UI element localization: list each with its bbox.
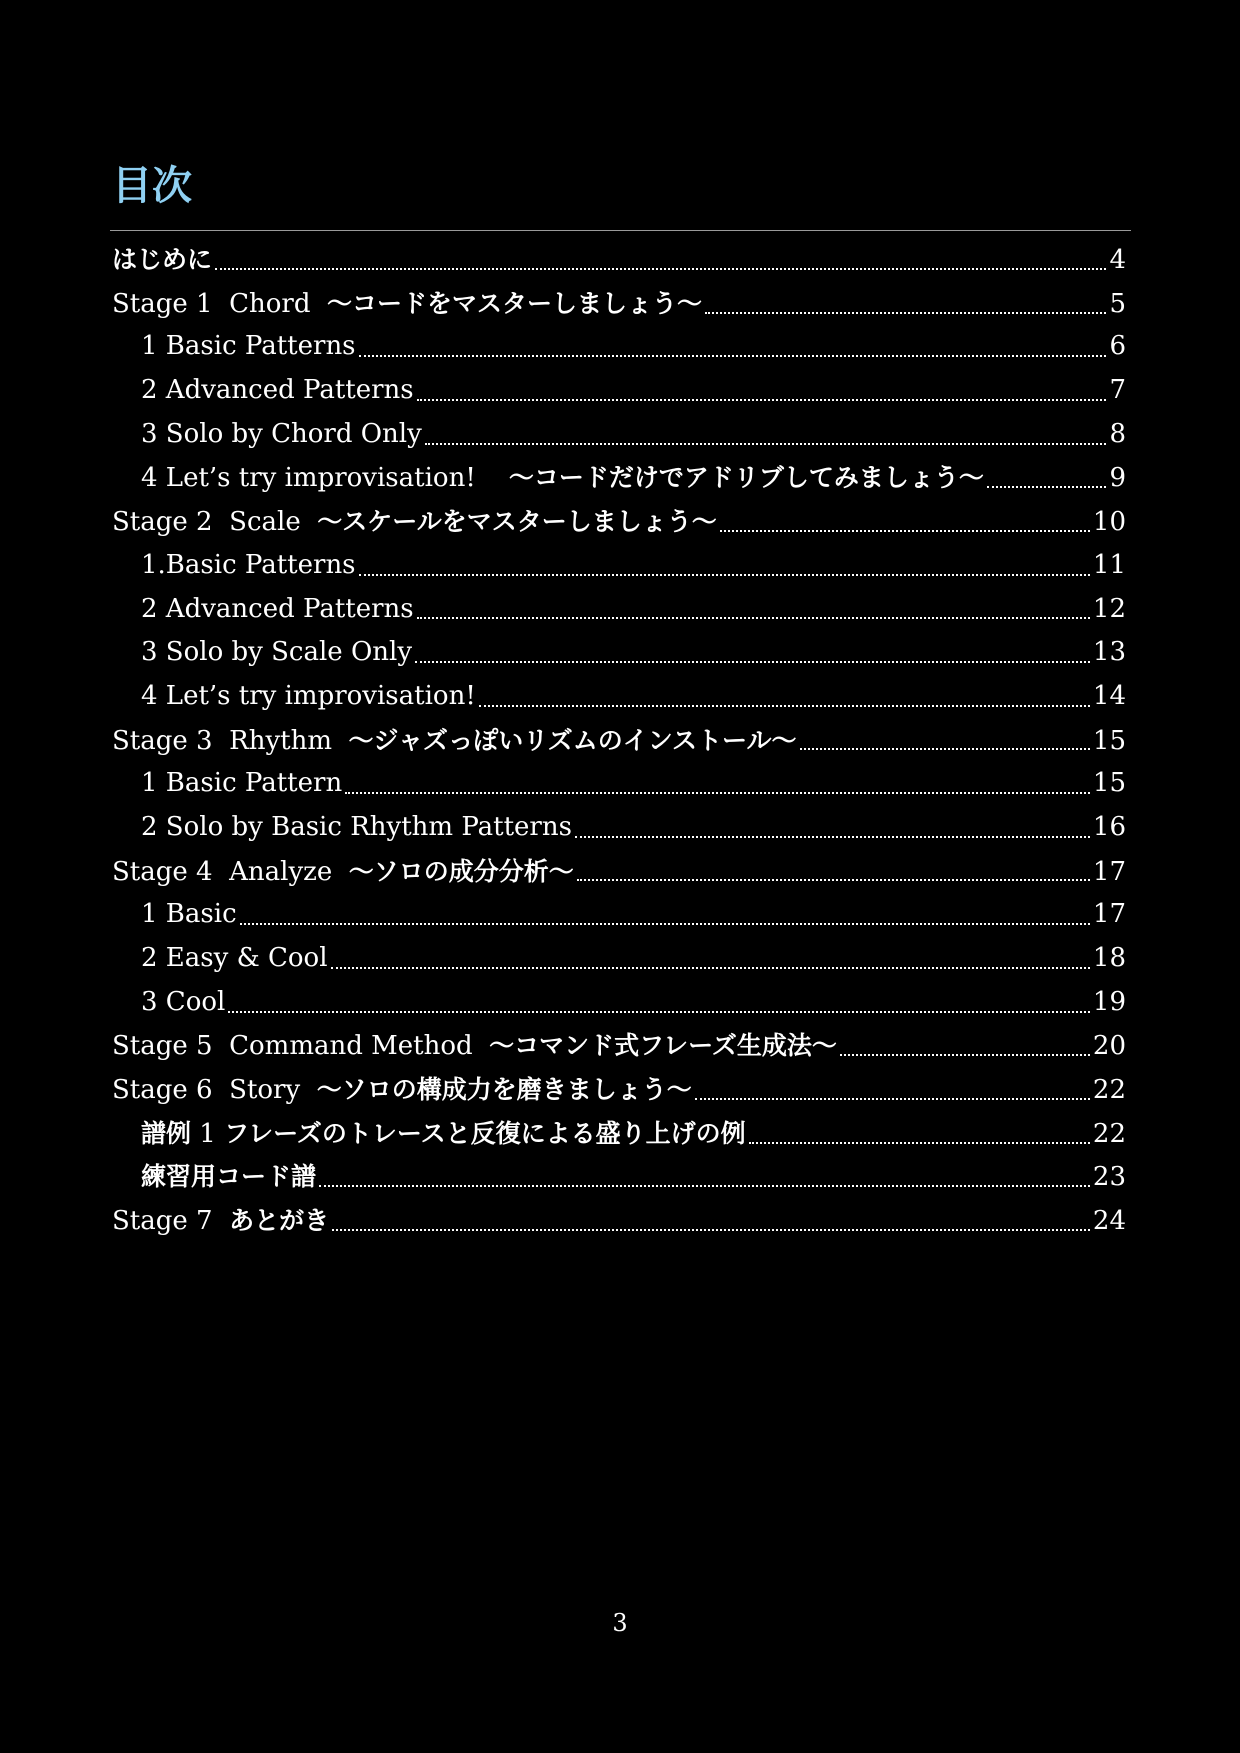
toc-entry-label-en: 2 Advanced Patterns	[141, 593, 414, 624]
dot-leader	[345, 792, 1090, 794]
dot-leader	[240, 923, 1090, 925]
toc-entry-label	[141, 588, 414, 632]
toc-entry-label-en: Stage 6 Story	[112, 1075, 317, 1106]
toc-entry-label-jp: ～ジャズっぽいリズムのインストール～	[348, 725, 797, 755]
toc-entry-label-en: 1 Basic Pattern	[141, 768, 343, 799]
dot-leader	[705, 312, 1106, 314]
dot-leader	[417, 617, 1090, 619]
toc-entry-page-number: 13	[1092, 637, 1126, 668]
toc-entry-label	[112, 1068, 692, 1113]
dot-leader	[695, 1098, 1090, 1100]
toc-entry-label-en: 2 Solo by Basic Rhythm Patterns	[141, 811, 572, 842]
dot-leader	[228, 1011, 1090, 1013]
toc-stage-entry[interactable]	[112, 850, 1126, 894]
toc-entry-label-jp: ～ソロの構成力を磨きましょう～	[316, 1075, 692, 1105]
toc-entry-label	[141, 369, 414, 413]
toc-stage-entry[interactable]	[112, 1199, 1126, 1243]
toc-entry-label-jp: ～ソロの成分分析～	[348, 856, 574, 886]
toc-entry-label	[141, 631, 412, 675]
toc-entry-label-en: 1 Basic	[141, 899, 237, 930]
toc-entry-label-jp: 譜例	[141, 1118, 192, 1148]
toc-entry-label-jp: あとがき	[229, 1206, 330, 1236]
toc-entry-label	[141, 981, 225, 1025]
toc-subsection-entry[interactable]	[112, 413, 1126, 457]
toc-subsection-entry[interactable]	[112, 369, 1126, 413]
toc-subsection-entry[interactable]	[112, 588, 1126, 632]
toc-entry-label-en: 4 Let’s try improvisation!	[141, 680, 476, 711]
toc-entry-page-number: 22	[1092, 1118, 1126, 1149]
toc-entry-page-number: 5	[1109, 288, 1126, 319]
toc-entry-label-en: 3 Cool	[141, 986, 226, 1017]
toc-stage-entry[interactable]	[112, 282, 1126, 326]
toc-entry-label	[112, 719, 797, 764]
toc-entry-label	[141, 806, 572, 850]
dot-leader	[575, 836, 1090, 838]
toc-entry-page-number: 14	[1092, 680, 1126, 711]
toc-entry-label-en: 1	[191, 1118, 225, 1149]
toc-entry-label	[112, 500, 717, 545]
toc-entry-label	[141, 1112, 746, 1157]
dot-leader	[425, 443, 1107, 445]
toc-entry-page-number: 10	[1092, 507, 1126, 538]
dot-leader	[359, 574, 1090, 576]
toc-entry-label-jp: ～スケールをマスターしましょう～	[317, 507, 717, 537]
toc-entry-page-number: 22	[1092, 1075, 1126, 1106]
toc-stage-entry[interactable]	[112, 500, 1126, 544]
toc-entry-label	[141, 413, 422, 457]
toc-entry-label-en: 1.Basic Patterns	[141, 549, 356, 580]
toc-entry-page-number: 15	[1092, 768, 1126, 799]
toc-entry-label	[141, 762, 342, 806]
toc-subsection-entry[interactable]	[112, 325, 1126, 369]
toc-entry-page-number: 7	[1109, 375, 1126, 406]
toc-entry-page-number: 18	[1092, 943, 1126, 973]
toc-entry-label	[141, 1155, 316, 1200]
toc-entry-label	[141, 937, 328, 981]
toc-entry-page-number: 6	[1109, 331, 1126, 362]
toc-entry-label	[112, 238, 212, 283]
toc-entry-label-en: Stage 4 Analyze	[112, 856, 349, 887]
dot-leader	[332, 1229, 1090, 1231]
toc-subsection-entry[interactable]	[112, 893, 1126, 937]
dot-leader	[840, 1054, 1090, 1056]
dot-leader	[359, 355, 1107, 357]
table-of-contents	[112, 238, 1126, 1243]
toc-entry-label-en: 2 Easy & Cool	[141, 943, 328, 973]
toc-entry-label	[112, 282, 702, 327]
toc-entry-label-jp: ～コードをマスターしましょう～	[327, 288, 703, 318]
toc-title: 目次	[112, 163, 192, 209]
dot-leader	[417, 399, 1107, 401]
toc-subsection-entry[interactable]	[112, 806, 1126, 850]
toc-entry-label	[141, 675, 476, 719]
toc-entry-label-en: Stage 3 Rhythm	[112, 725, 349, 756]
toc-entry-page-number: 20	[1092, 1031, 1126, 1062]
toc-entry-label-en: Stage 2 Scale	[112, 507, 318, 538]
toc-entry-page-number: 15	[1092, 725, 1126, 756]
toc-entry-label-jp: はじめに	[112, 245, 213, 274]
dot-leader	[749, 1142, 1090, 1144]
toc-entry-page-number: 16	[1092, 811, 1126, 842]
toc-entry-label-jp: 練習用コード譜	[141, 1162, 317, 1192]
toc-entry-page-number: 8	[1109, 418, 1126, 449]
toc-subsection-entry[interactable]	[112, 1112, 1126, 1156]
toc-entry-page-number: 23	[1092, 1162, 1126, 1193]
toc-entry-label	[141, 456, 984, 501]
toc-entry-label-en: 3 Solo by Scale Only	[141, 637, 413, 668]
page-number: 3	[612, 1609, 628, 1637]
toc-subsection-entry[interactable]	[112, 762, 1126, 806]
dot-leader	[319, 1185, 1090, 1187]
toc-entry-label	[141, 325, 356, 369]
toc-entry-label-jp: ～コマンド式フレーズ生成法～	[489, 1031, 837, 1061]
toc-entry-page-number: 12	[1092, 593, 1126, 624]
toc-subsection-entry[interactable]	[112, 937, 1126, 981]
toc-entry-page-number: 17	[1092, 899, 1126, 930]
toc-entry-page-number: 24	[1092, 1206, 1126, 1237]
toc-subsection-entry[interactable]	[112, 544, 1126, 588]
dot-leader	[479, 705, 1090, 707]
toc-entry-label-jp: ～コードだけでアドリブしてみましょう～	[508, 463, 984, 493]
toc-entry-label	[112, 850, 574, 895]
toc-entry-label	[112, 1199, 329, 1244]
toc-stage-entry[interactable]	[112, 1068, 1126, 1112]
toc-subsection-entry[interactable]	[112, 1155, 1126, 1199]
toc-entry-label-en: Stage 7	[112, 1206, 230, 1237]
toc-entry-label-jp: フレーズのトレースと反復による盛り上げの例	[224, 1118, 746, 1148]
toc-subsection-entry[interactable]	[112, 456, 1126, 500]
title-divider	[110, 230, 1131, 231]
dot-leader	[720, 530, 1090, 532]
toc-entry-label	[112, 1024, 837, 1069]
dot-leader	[800, 748, 1090, 750]
toc-entry-label-en: 1 Basic Patterns	[141, 331, 356, 362]
dot-leader	[215, 268, 1106, 270]
toc-entry-label-en: 3 Solo by Chord Only	[141, 418, 422, 449]
toc-stage-entry[interactable]	[112, 719, 1126, 763]
toc-entry-page-number: 17	[1092, 856, 1126, 887]
toc-stage-entry[interactable]	[112, 238, 1126, 282]
toc-entry-page-number: 19	[1092, 986, 1126, 1017]
dot-leader	[577, 879, 1090, 881]
toc-entry-page-number: 4	[1109, 245, 1126, 275]
toc-entry-page-number: 11	[1092, 549, 1126, 580]
dot-leader	[415, 661, 1090, 663]
toc-subsection-entry[interactable]	[112, 631, 1126, 675]
dot-leader	[331, 967, 1090, 969]
toc-entry-label	[141, 893, 237, 937]
toc-stage-entry[interactable]	[112, 1024, 1126, 1068]
toc-subsection-entry[interactable]	[112, 981, 1126, 1025]
toc-entry-page-number: 9	[1109, 463, 1126, 494]
toc-entry-label-en: Stage 1 Chord	[112, 288, 328, 319]
dot-leader	[987, 486, 1107, 488]
toc-entry-label-en: Stage 5 Command Method	[112, 1031, 490, 1062]
toc-entry-label-en: 4 Let’s try improvisation!	[141, 463, 509, 494]
toc-subsection-entry[interactable]	[112, 675, 1126, 719]
toc-entry-label	[141, 544, 356, 588]
toc-entry-label-en: 2 Advanced Patterns	[141, 375, 414, 406]
